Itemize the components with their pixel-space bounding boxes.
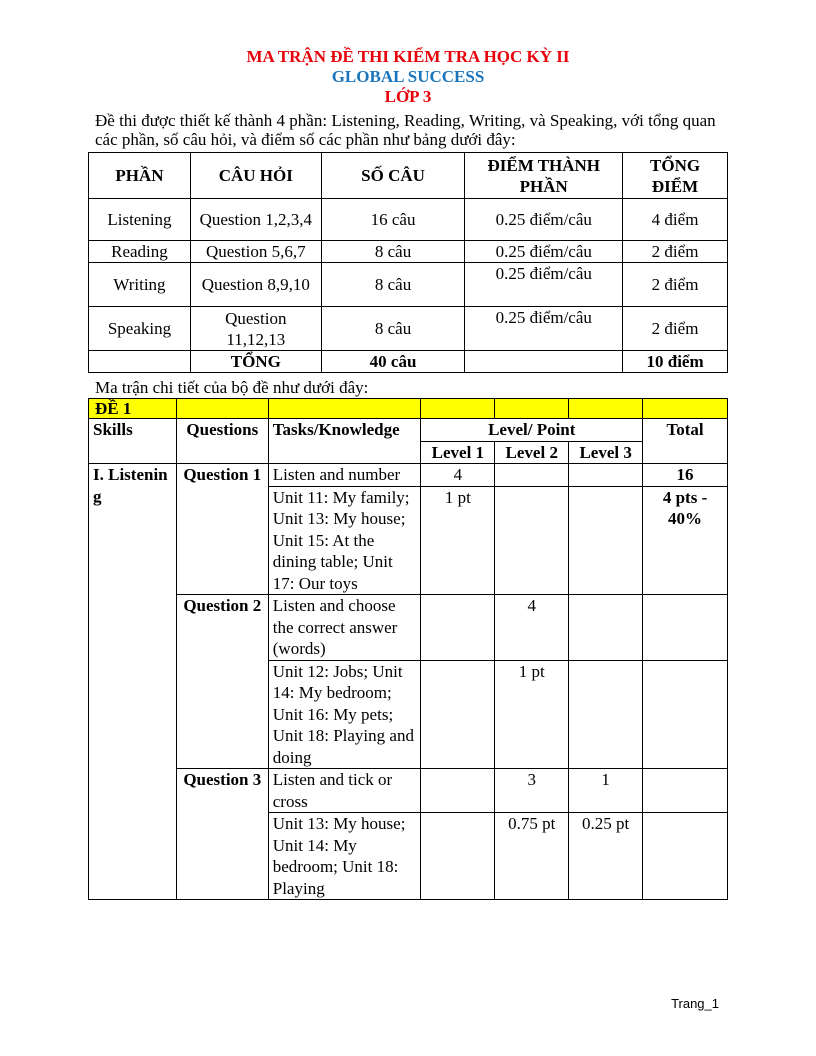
level3-header: Level 3: [569, 441, 643, 464]
level-count-cell: [421, 769, 495, 813]
title-line-1: MA TRẬN ĐỀ THI KIỂM TRA HỌC KỲ II: [246, 47, 570, 66]
level-count-cell: 4: [495, 595, 569, 661]
table-row: [89, 595, 728, 661]
task-cell: Listen and number: [268, 464, 421, 487]
task-cell: Listen and choose the correct answer (words): [268, 595, 421, 661]
level-point-cell: [421, 813, 495, 900]
summary-cell: 16 câu: [321, 199, 465, 241]
level-count-cell: 4: [421, 464, 495, 487]
page-footer: Trang_1: [671, 996, 719, 1011]
total-cell: [643, 595, 728, 661]
summary-cell: Question 5,6,7: [190, 241, 321, 263]
summary-cell: 2 điểm: [623, 307, 728, 351]
summary-total-label: TỔNG: [190, 351, 321, 373]
summary-cell: [465, 351, 623, 373]
summary-cell: 8 câu: [321, 307, 465, 351]
total-cell: [643, 660, 728, 769]
level-point-cell: [569, 660, 643, 769]
summary-cell: 0.25 điểm/câu: [465, 241, 623, 263]
summary-row: [89, 307, 728, 351]
title-line-2: GLOBAL SUCCESS: [331, 67, 485, 86]
summary-cell: 0.25 điểm/câu: [465, 307, 623, 351]
summary-cell: Writing: [89, 263, 191, 307]
summary-cell: [89, 351, 191, 373]
summary-cell: 0.25 điểm/câu: [465, 263, 623, 307]
detail-table: [88, 398, 728, 900]
total-cell: [643, 813, 728, 900]
level1-header: Level 1: [421, 441, 495, 464]
level-point-header: Level/ Point: [421, 419, 643, 442]
detail-header-row: [89, 419, 728, 442]
total-cell: [643, 769, 728, 813]
summary-row: [89, 241, 728, 263]
level-count-cell: [569, 595, 643, 661]
summary-cell: 8 câu: [321, 263, 465, 307]
question-label: Question 2: [176, 595, 268, 769]
summary-total-count: 40 câu: [321, 351, 465, 373]
table-row: [89, 464, 728, 487]
summary-cell: 4 điểm: [623, 199, 728, 241]
level-point-cell: [495, 486, 569, 595]
summary-cell: Speaking: [89, 307, 191, 351]
intro-paragraph: Đề thi được thiết kế thành 4 phần: Listening, Reading, Writing, và Speaking, với tổng quan các phần, số câu hỏi, và điểm số các phần như bảng dưới đây:: [95, 111, 716, 149]
summary-cell: 0.25 điểm/câu: [465, 199, 623, 241]
summary-header-cell: PHẦN: [89, 153, 191, 199]
level2-header: Level 2: [495, 441, 569, 464]
level-count-cell: 3: [495, 769, 569, 813]
section-cell: [569, 399, 643, 419]
summary-row: [89, 199, 728, 241]
level-point-cell: 1 pt: [421, 486, 495, 595]
section-label: ĐỀ 1: [89, 399, 177, 419]
skill-label: I. Listening: [89, 464, 177, 900]
title-line-3: LỚP 3: [384, 87, 432, 106]
total-header: Total: [643, 419, 728, 464]
level-point-cell: 0.75 pt: [495, 813, 569, 900]
summary-cell: Reading: [89, 241, 191, 263]
level-count-cell: 1: [569, 769, 643, 813]
units-cell: Unit 13: My house; Unit 14: My bedroom; Unit 18: Playing: [268, 813, 421, 900]
detail-intro: Ma trận chi tiết của bộ đề như dưới đây:: [95, 378, 369, 397]
summary-cell: 8 câu: [321, 241, 465, 263]
section-cell: [495, 399, 569, 419]
summary-cell: Listening: [89, 199, 191, 241]
level-point-cell: [569, 486, 643, 595]
summary-cell: Question 11,12,13: [190, 307, 321, 351]
level-point-cell: [421, 660, 495, 769]
summary-header-cell: ĐIỂM THÀNH PHẦN: [465, 153, 623, 199]
section-cell: [268, 399, 421, 419]
question-label: Question 1: [176, 464, 268, 595]
section-cell: [421, 399, 495, 419]
tasks-header: Tasks/Knowledge: [268, 419, 421, 464]
summary-cell: Question 1,2,3,4: [190, 199, 321, 241]
units-cell: Unit 12: Jobs; Unit 14: My bedroom; Unit 16: My pets; Unit 18: Playing and doing: [268, 660, 421, 769]
section-cell: [176, 399, 268, 419]
units-cell: Unit 11: My family; Unit 13: My house; Unit 15: At the dining table; Unit 17: Our toys: [268, 486, 421, 595]
summary-row: [89, 263, 728, 307]
summary-header-cell: TỔNG ĐIỂM: [623, 153, 728, 199]
summary-header-cell: SỐ CÂU: [321, 153, 465, 199]
level-count-cell: [421, 595, 495, 661]
question-label: Question 3: [176, 769, 268, 900]
summary-total-points: 10 điểm: [623, 351, 728, 373]
summary-cell: 2 điểm: [623, 241, 728, 263]
summary-header-cell: CÂU HỎI: [190, 153, 321, 199]
level-count-cell: [495, 464, 569, 487]
section-header-row: [89, 399, 728, 419]
level-point-cell: 0.25 pt: [569, 813, 643, 900]
summary-cell: 2 điểm: [623, 263, 728, 307]
summary-header-row: [89, 153, 728, 199]
table-row: [89, 769, 728, 813]
task-cell: Listen and tick or cross: [268, 769, 421, 813]
section-cell: [643, 399, 728, 419]
summary-total-row: [89, 351, 728, 373]
level-count-cell: [569, 464, 643, 487]
skills-header: Skills: [89, 419, 177, 464]
total-points-cell: 4 pts - 40%: [643, 486, 728, 595]
summary-cell: Question 8,9,10: [190, 263, 321, 307]
total-count-cell: 16: [643, 464, 728, 487]
questions-header: Questions: [176, 419, 268, 464]
level-point-cell: 1 pt: [495, 660, 569, 769]
summary-table: [88, 152, 728, 373]
